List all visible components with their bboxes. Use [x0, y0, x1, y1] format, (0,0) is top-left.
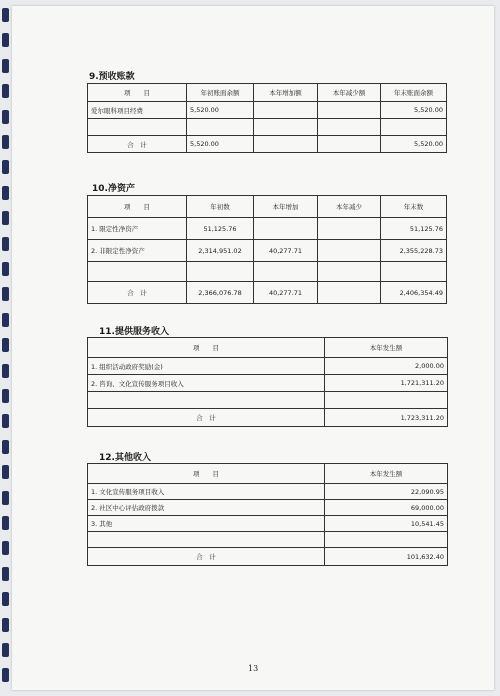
binding-ring [2, 262, 9, 276]
table-row [88, 218, 447, 240]
table-cell: 合 计 [88, 136, 187, 153]
table-cell: 10,541.45 [325, 516, 448, 532]
table-total-row [88, 136, 447, 153]
table-cell [254, 136, 318, 153]
binding-ring [2, 414, 9, 428]
header-cell: 年末账面余额 [381, 84, 447, 102]
table-cell: 22,090.95 [325, 484, 448, 500]
binding-ring [2, 8, 9, 22]
table-cell: 2,314,951.02 [187, 240, 254, 262]
table-cell [254, 102, 318, 119]
table-cell [187, 119, 254, 136]
table-cell [88, 392, 325, 409]
header-cell: 项 目 [88, 84, 187, 102]
table-row [88, 516, 448, 532]
binding-ring [2, 643, 9, 657]
binding-ring [2, 389, 9, 403]
table-cell [88, 532, 325, 548]
section-title-service-income: 11.提供服务收入 [99, 327, 169, 337]
header-cell: 年初账面余额 [187, 84, 254, 102]
header-cell: 项 目 [88, 464, 325, 484]
binding-ring [2, 211, 9, 225]
page-number: 13 [248, 664, 259, 673]
header-cell: 年初数 [187, 196, 254, 218]
header-cell: 本年增加额 [254, 84, 318, 102]
table-cell: 5,520.00 [381, 136, 447, 153]
header-cell: 本年发生额 [325, 338, 448, 358]
binding-ring [2, 668, 9, 682]
section-title-prepaid: 9.预收账款 [89, 72, 135, 82]
binding-ring [2, 491, 9, 505]
table-row [88, 262, 447, 282]
binding-ring [2, 541, 9, 555]
table-cell [325, 532, 448, 548]
table-cell [254, 119, 318, 136]
service-income-table [87, 337, 448, 427]
table-cell: 69,000.00 [325, 500, 448, 516]
table-total-row [88, 282, 447, 304]
binding-ring [2, 186, 9, 200]
binding-ring [2, 567, 9, 581]
table-row [88, 392, 448, 409]
table-cell: 40,277.71 [254, 282, 318, 304]
table-cell [318, 102, 381, 119]
table-cell [318, 262, 381, 282]
table-cell: 1,721,311.20 [325, 375, 448, 392]
table-row [88, 532, 448, 548]
net-assets-table [87, 195, 447, 304]
table-row [88, 102, 447, 119]
table-row [88, 500, 448, 516]
table-row [88, 358, 448, 375]
table-cell [187, 262, 254, 282]
table-total-row [88, 409, 448, 427]
table-cell: 2,366,076.78 [187, 282, 254, 304]
table-cell [88, 119, 187, 136]
header-cell: 年末数 [381, 196, 447, 218]
table-header-row [88, 338, 448, 358]
header-cell: 本年减少额 [318, 84, 381, 102]
binding-ring [2, 160, 9, 174]
table-cell [318, 136, 381, 153]
table-cell [88, 262, 187, 282]
table-cell [254, 218, 318, 240]
binding-ring [2, 84, 9, 98]
table-cell [381, 119, 447, 136]
prepaid-table [87, 83, 447, 153]
table-cell: 爱尔眼科项目经费 [88, 102, 187, 119]
binding-ring [2, 313, 9, 327]
table-row [88, 484, 448, 500]
table-header-row [88, 196, 447, 218]
binding-ring [2, 592, 9, 606]
table-row [88, 240, 447, 262]
binding-ring [2, 338, 9, 352]
table-cell: 2,000.00 [325, 358, 448, 375]
binding-ring [2, 440, 9, 454]
table-cell [254, 262, 318, 282]
table-cell: 合 计 [88, 282, 187, 304]
table-row [88, 375, 448, 392]
header-cell: 本年发生额 [325, 464, 448, 484]
table-header-row [88, 464, 448, 484]
binding-ring [2, 618, 9, 632]
binding-ring [2, 287, 9, 301]
binding-ring [2, 465, 9, 479]
section-title-net-assets: 10.净资产 [92, 184, 135, 194]
table-cell: 3. 其他 [88, 516, 325, 532]
header-cell: 本年增加 [254, 196, 318, 218]
table-cell: 1. 文化宣传服务项目收入 [88, 484, 325, 500]
table-cell: 5,520.00 [381, 102, 447, 119]
other-income-table [87, 463, 448, 566]
table-cell: 2. 咨询、文化宣传服务项目收入 [88, 375, 325, 392]
table-cell: 51,125.76 [187, 218, 254, 240]
binding-ring [2, 135, 9, 149]
table-cell [318, 119, 381, 136]
document-page [12, 6, 494, 690]
section-title-other-income: 12.其他收入 [99, 453, 151, 463]
table-cell: 1. 限定性净资产 [88, 218, 187, 240]
table-cell [318, 218, 381, 240]
table-cell: 2,406,354.49 [381, 282, 447, 304]
binding-ring [2, 33, 9, 47]
header-cell: 本年减少 [318, 196, 381, 218]
table-header-row [88, 84, 447, 102]
table-cell [381, 262, 447, 282]
table-cell: 40,277.71 [254, 240, 318, 262]
binding-ring [2, 110, 9, 124]
table-cell: 1. 组织活动政府奖励(金) [88, 358, 325, 375]
table-cell: 合 计 [88, 548, 325, 566]
table-cell: 101,632.40 [325, 548, 448, 566]
table-cell: 51,125.76 [381, 218, 447, 240]
header-cell: 项 目 [88, 196, 187, 218]
binding-ring [2, 516, 9, 530]
table-cell: 1,723,311.20 [325, 409, 448, 427]
table-row [88, 119, 447, 136]
table-total-row [88, 548, 448, 566]
table-cell [318, 282, 381, 304]
header-cell: 项 目 [88, 338, 325, 358]
table-cell: 2. 非限定性净资产 [88, 240, 187, 262]
table-cell [318, 240, 381, 262]
table-cell [325, 392, 448, 409]
binding-ring [2, 237, 9, 251]
table-cell: 合 计 [88, 409, 325, 427]
table-cell: 5,520.00 [187, 136, 254, 153]
table-cell: 2. 社区中心评估政府拨款 [88, 500, 325, 516]
binding-ring [2, 364, 9, 378]
table-cell: 5,520.00 [187, 102, 254, 119]
table-cell: 2,355,228.73 [381, 240, 447, 262]
binding-ring [2, 59, 9, 73]
